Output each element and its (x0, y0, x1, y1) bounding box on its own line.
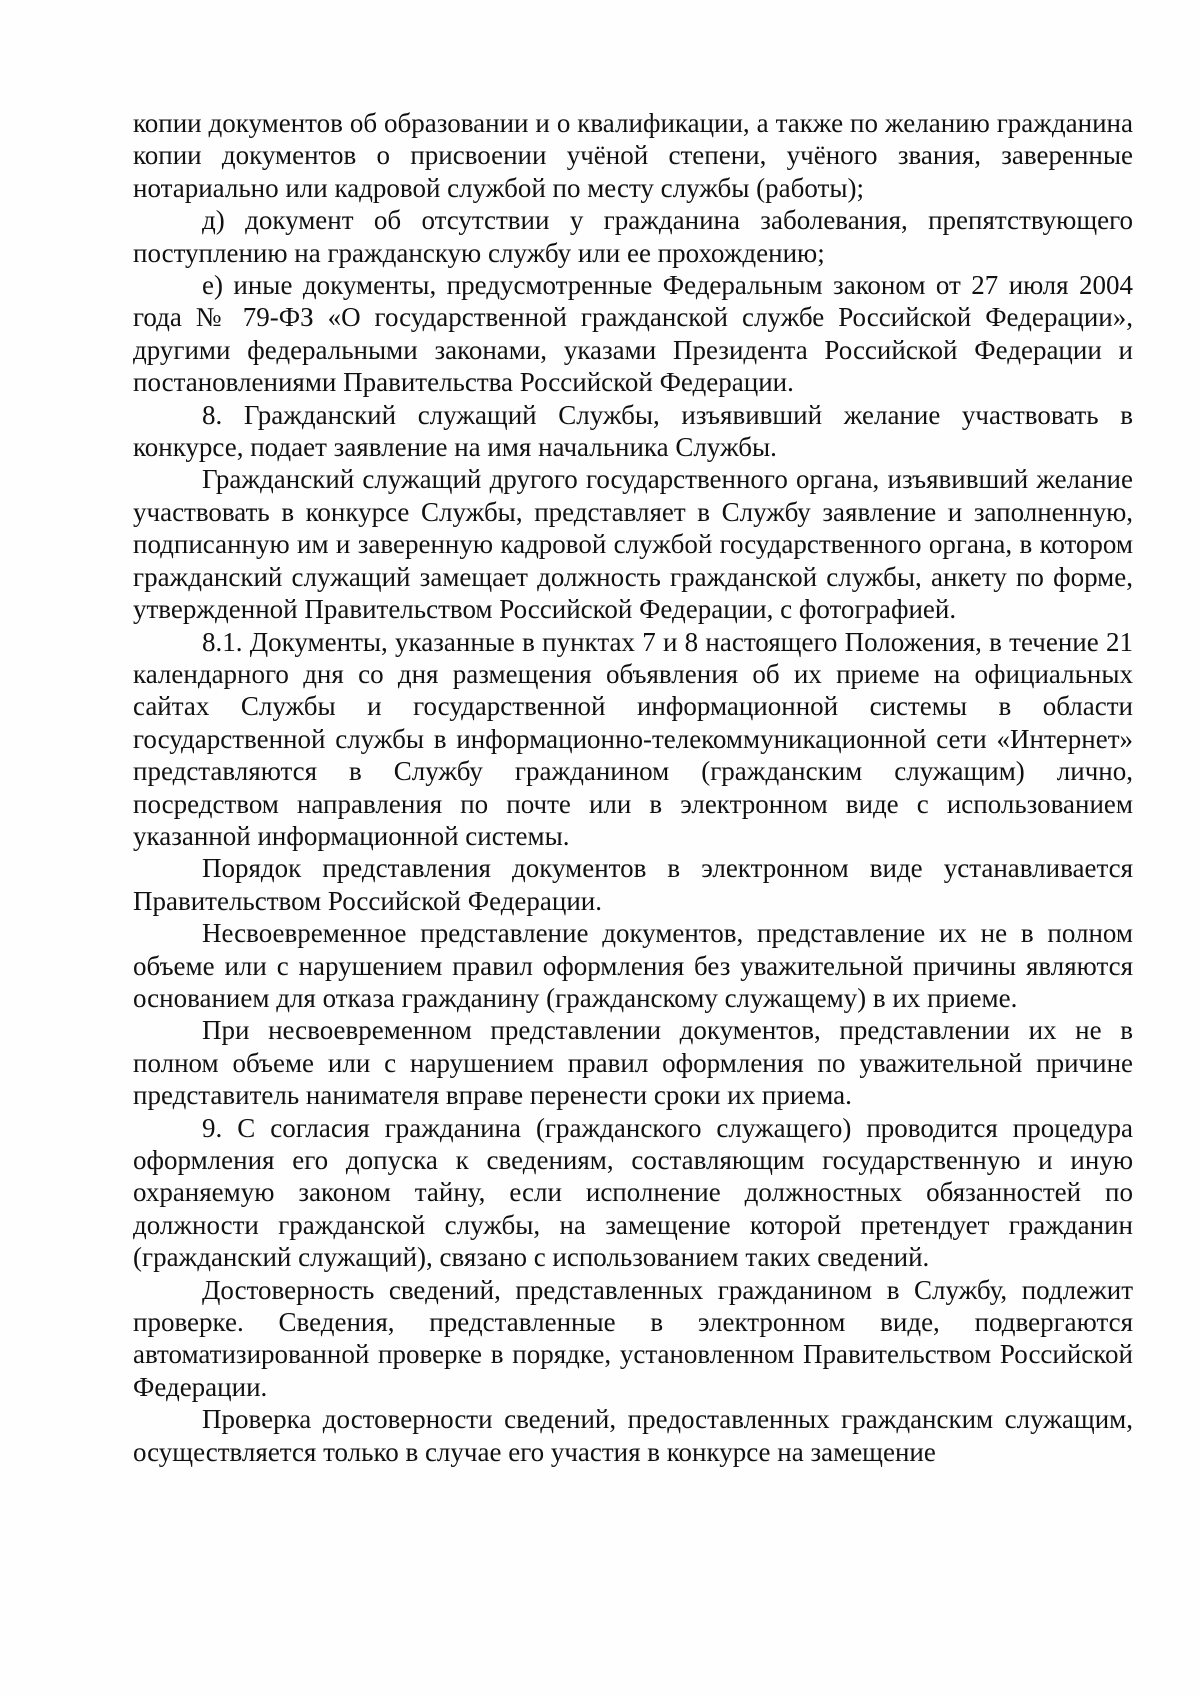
paragraph-electronic-procedure: Порядок представления документов в электронном виде устанавливается Правительством Российской Федерации. (133, 853, 1133, 916)
paragraph-other-agency-servant: Гражданский служащий другого государственного органа, изъявивший желание участвовать в конкурсе Службы, представляет в Службу заявление и заполненную, подписанную им и заверенную кадровой службой государственного органа, в котором гражданский служащий замещает должность гражданской службы, анкету по форме, утвержденной Правительством Российской Федерации, с фотографией. (133, 464, 1133, 625)
paragraph-item-e: е) иные документы, предусмотренные Федеральным законом от 27 июля 2004 года № 79-ФЗ «О государственной гражданской службе Российской Федерации», другими федеральными законами, указами Президента Российской Федерации и постановлениями Правительства Российской Федерации. (133, 270, 1133, 398)
paragraph-item-d: д) документ об отсутствии у гражданина заболевания, препятствующего поступлению на гражданскую службу или ее прохождению; (133, 205, 1133, 268)
paragraph-docs-education: копии документов об образовании и о квалификации, а также по желанию гражданина копии документов о присвоении учёной степени, учёного звания, заверенные нотариально или кадровой службой по месту службы (работы); (133, 108, 1133, 203)
paragraph-clause-9: 9. С согласия гражданина (гражданского служащего) проводится процедура оформления его допуска к сведениям, составляющим государственную и иную охраняемую законом тайну, если исполнение должностных обязанностей по должности гражданской службы, на замещение которой претендует гражданин (гражданский служащий), связано с использованием таких сведений. (133, 1112, 1133, 1273)
paragraph-verification-servant: Проверка достоверности сведений, предоставленных гражданским служащим, осуществляется только в случае его участия в конкурсе на замещение (133, 1404, 1133, 1467)
paragraph-clause-8: 8. Гражданский служащий Службы, изъявивший желание участвовать в конкурсе, подает заявление на имя начальника Службы. (133, 399, 1133, 463)
paragraph-clause-8-1: 8.1. Документы, указанные в пунктах 7 и 8 настоящего Положения, в течение 21 календарного дня со дня размещения объявления об их приеме на официальных сайтах Службы и государственной информационной системы в области государственной службы в информационно-телекоммуникационной сети «Интернет» представляются в Службу гражданином (гражданским служащим) лично, посредством направления по почте или в электронном виде с использованием указанной информационной системы. (133, 626, 1133, 851)
paragraph-untimely-submission: Несвоевременное представление документов, представление их не в полном объеме или с нарушением правил оформления без уважительной причины являются основанием для отказа гражданину (гражданскому служащему) в их приеме. (133, 918, 1133, 1013)
paragraph-valid-reason: При несвоевременном представлении документов, представлении их не в полном объеме или с нарушением правил оформления по уважительной причине представитель нанимателя вправе перенести сроки их приема. (133, 1015, 1133, 1111)
document-body (133, 107, 1133, 1468)
paragraph-verification: Достоверность сведений, представленных гражданином в Службу, подлежит проверке. Сведения, представленные в электронном виде, подвергаются автоматизированной проверке в порядке, установленном Правительством Российской Федерации. (133, 1274, 1133, 1402)
